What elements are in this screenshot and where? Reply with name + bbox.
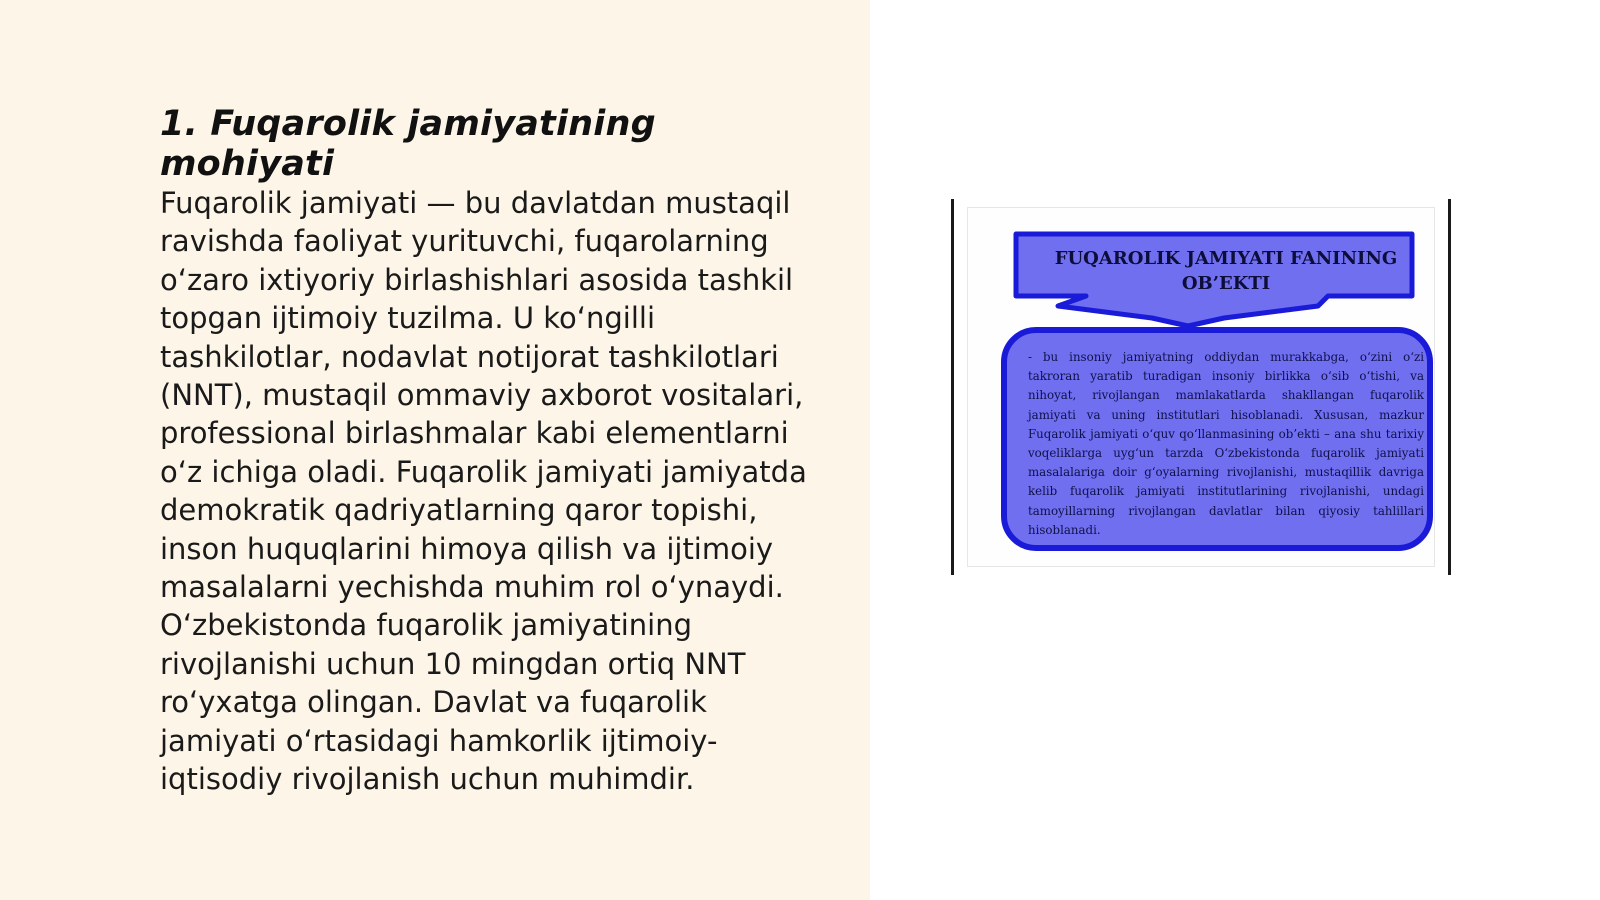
diagram-frame [967,207,1435,567]
diagram-header-text: FUQAROLIK JAMIYATI FANINING OB’EKTI [1054,248,1398,294]
diagram-picture [951,199,1451,575]
diagram-body-text: - bu insoniy jamiyatning oddiydan murakkabga, o‘zini o‘zi takroran yaratib turadigan insoniy birlikka o‘sib o‘tishi, va nihoyat, rivojlangan mamlakatlarda shakllangan fuqarolik jamiyati va uning institutlari hisoblanadi. Xususan, mazkur Fuqarolik jamiyati o‘quv qo‘llanmasining ob’ekti – ana shu tarixiy voqeliklarga uyg‘un tarzda O‘zbekistonda fuqarolik jamiyati masalalariga doir g‘oyalarning rivojlanishi, mustaqillik davriga kelib fuqarolik jamiyati institutlarining rivojlanishi, undagi tamoyillarning rivojlangan davlatlar bilan qiyosiy tahlillari hisoblanadi. [1028,350,1424,537]
slide-body-text: Fuqarolik jamiyati — bu davlatdan mustaqil ravishda faoliyat yurituvchi, fuqarolarning o‘zaro ixtiyoriy birlashishlari asosida tashkil topgan ijtimoiy tuzilma. U ko‘ngilli tashkilotlar, nodavlat notijorat tashkilotlari (NNT), mustaqil ommaviy axborot vositalari, professional birlashmalar kabi elementlarni o‘z ichiga oladi. Fuqarolik jamiyati jamiyatda demokratik qadriyatlarning qaror topishi, inson huquqlarini himoya qilish va ijtimoiy masalalarni yechishda muhim rol o‘ynaydi. O‘zbekistonda fuqarolik jamiyatining rivojlanishi uchun 10 mingdan ortiq NNT ro‘yxatga olingan. Davlat va fuqarolik jamiyati o‘rtasidagi hamkorlik ijtimoiy-iqtisodiy rivojlanish uchun muhimdir. [160,186,807,797]
slide-title: 1. Fuqarolik jamiyatining mohiyati [160,104,656,184]
